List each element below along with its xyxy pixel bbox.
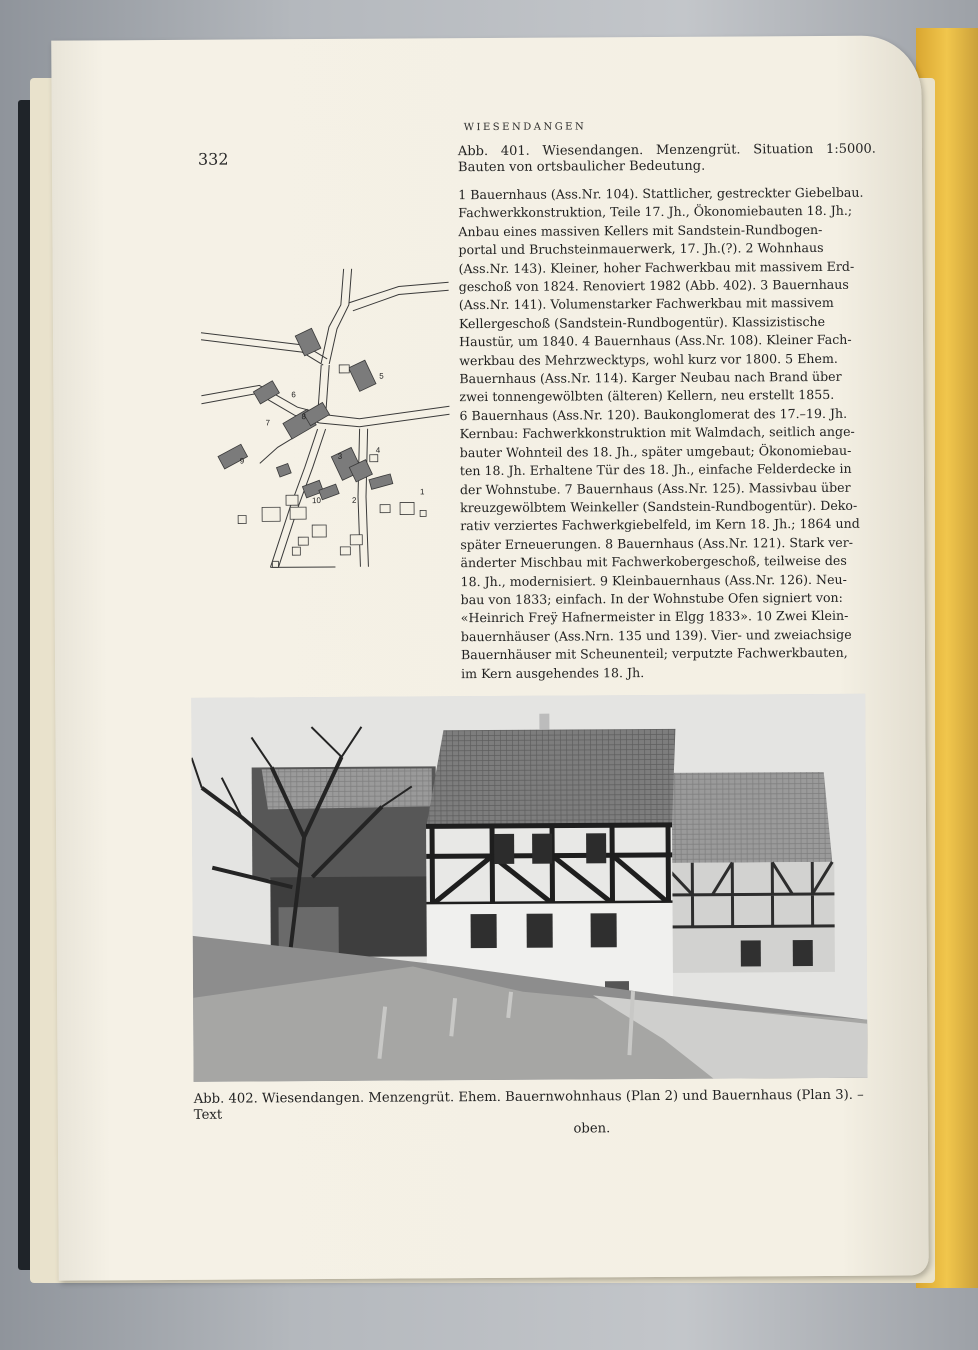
map-label: 6 [291, 390, 296, 400]
body-line: bau von 1833; einfach. In der Wohnstube Ofen signiert von: [460, 589, 843, 608]
running-head: WIESENDANGEN [463, 121, 587, 134]
figure-402-caption [194, 1088, 872, 1140]
body-line: «Heinrich Freÿ Hafnermeister in Elgg 1833». 10 Zwei Klein- [460, 608, 849, 626]
body-line: Kernbau: Fachwerkkonstruktion mit Walmdach, seitlich ange- [459, 424, 855, 442]
map-label: 1 [419, 487, 425, 497]
body-line: Bauernhäuser mit Scheunenteil; verputzte Fachwerkbauten, [460, 644, 848, 663]
body-line: (Ass.Nr. 141). Volumenstarker Fachwerkbau mit massivem [458, 295, 834, 313]
map-label: 9 [239, 456, 245, 466]
body-line: werkbau des Mehrzwecktyps, wohl kurz vor 1800. 5 Ehem. [459, 350, 838, 368]
body-line: Bauernhaus (Ass.Nr. 114). Karger Neubau nach Brand über [459, 368, 842, 387]
body-line: ten 18. Jh. Erhaltene Tür des 18. Jh., einfache Felderdecke in [459, 460, 852, 479]
site-plan-map [199, 266, 451, 578]
farmhouse-photo [191, 694, 867, 1082]
map-label: 7 [265, 418, 271, 428]
body-text [458, 184, 881, 684]
map-label: 10 [312, 496, 321, 506]
body-line: 6 Bauernhaus (Ass.Nr. 120). Baukonglomerat des 17.–19. Jh. [459, 405, 848, 424]
body-line: im Kern ausgehendes 18. Jh. [461, 664, 645, 681]
body-line: rativ verziertes Fachwerkgiebelfeld, im Kern 18. Jh.; 1864 und [460, 516, 860, 534]
map-label: 3 [337, 451, 343, 461]
body-line: Kellergeschoß (Sandstein-Rundbogentür). Klassizistische [458, 313, 826, 332]
body-line: zwei tonnengewölbten (älteren) Kellern, neu erstellt 1855. [459, 387, 835, 405]
map-label: 8 [301, 412, 307, 422]
body-line: änderter Mischbau mit Fachwerkobergeschoß, teilweise des [460, 552, 847, 571]
body-line: geschoß von 1824. Renoviert 1982 (Abb. 402). 3 Bauernhaus [458, 276, 849, 295]
body-line: 1 Bauernhaus (Ass.Nr. 104). Stattlicher, gestreckter Giebelbau. [458, 184, 864, 203]
map-label: 2 [352, 495, 357, 505]
figure-402-caption-line1: Abb. 402. Wiesendangen. Menzengrüt. Ehem. Bauernwohnhaus (Plan 2) und Bauernhaus (Plan 3). – Text [193, 1087, 864, 1123]
body-line: (Ass.Nr. 143). Kleiner, hoher Fachwerkbau mit massivem Erd- [458, 258, 855, 276]
body-line: bauter Wohnteil des 18. Jh., später umgebaut; Ökonomiebau- [459, 442, 852, 460]
body-line: der Wohnstube. 7 Bauernhaus (Ass.Nr. 125). Massivbau über [459, 479, 851, 497]
body-line: Fachwerkkonstruktion, Teile 17. Jh., Ökonomiebauten 18. Jh.; [458, 203, 853, 221]
body-line: Haustür, um 1840. 4 Bauernhaus (Ass.Nr. 108). Kleiner Fach- [459, 332, 852, 350]
body-line: 18. Jh., modernisiert. 9 Kleinbauernhaus (Ass.Nr. 126). Neu- [460, 571, 847, 589]
body-line: später Erneuerungen. 8 Bauernhaus (Ass.Nr. 121). Stark ver- [460, 534, 854, 552]
map-label: 4 [375, 445, 381, 455]
map-label: 5 [379, 371, 384, 381]
body-line: kreuzgewölbtem Weinkeller (Sandstein-Rundbogentür). Deko- [460, 497, 858, 516]
body-line: Anbau eines massiven Kellers mit Sandstein-Rundbogen- [458, 221, 823, 239]
figure-401-caption: Abb. 401. Wiesendangen. Menzengrüt. Situation 1:5000. Bauten von ortsbaulicher Bedeutung. [457, 141, 876, 176]
figure-402-caption-line2: oben. [573, 1121, 611, 1137]
page-number: 332 [197, 149, 229, 169]
body-line: bauernhäuser (Ass.Nrn. 135 und 139). Vier- und zweiachsige [460, 626, 852, 644]
book-page [51, 35, 929, 1280]
body-line: portal und Bruchsteinmauerwerk, 17. Jh.(?). 2 Wohnhaus [458, 240, 824, 258]
